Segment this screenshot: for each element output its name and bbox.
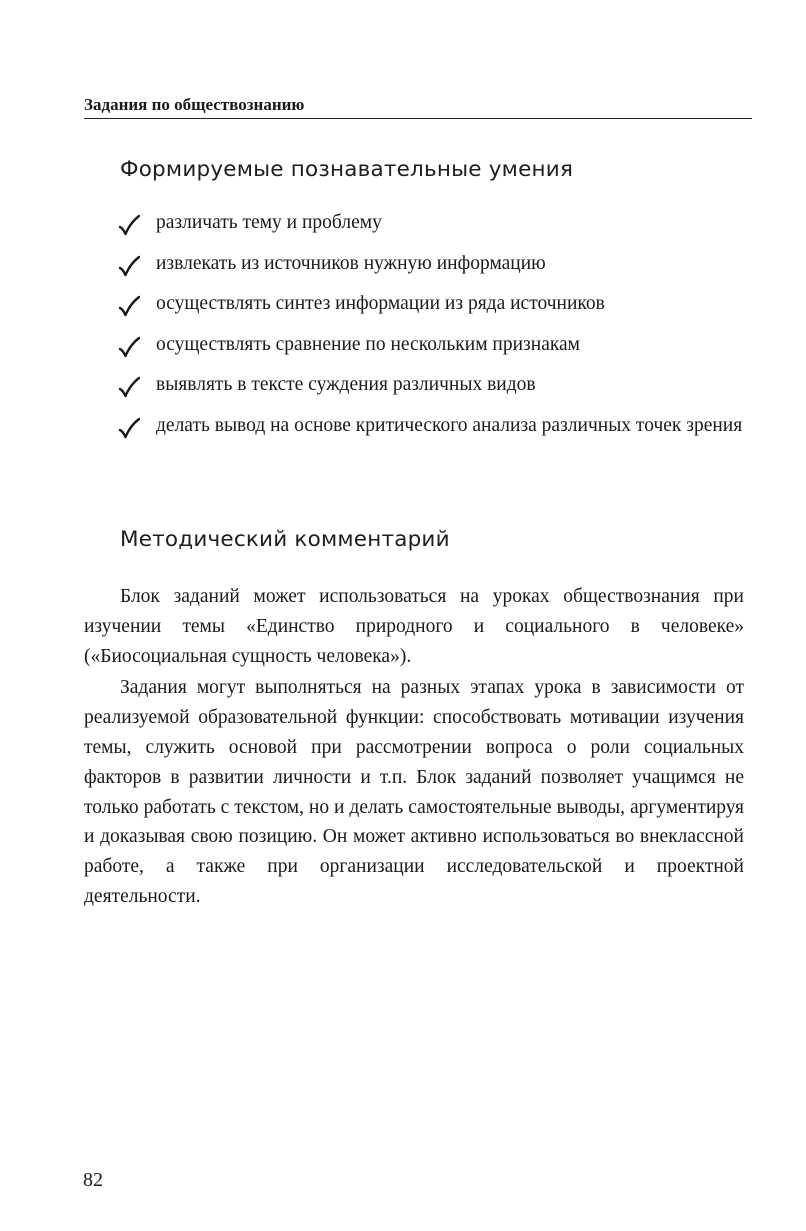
list-item [118, 288, 748, 319]
paragraph: Блок заданий может использоваться на уроках обществознания при изучении темы «Единство природного и социального в человеке» («Биосоциальная сущность человека»). [84, 586, 744, 667]
skills-list [118, 207, 748, 441]
skill-text: делать вывод на основе критического анализа различных точек зрения [156, 414, 743, 436]
checkmark-icon [118, 295, 140, 317]
paragraph: Задания могут выполняться на разных этапах урока в зависимости от реализуемой образовательной функции: способствовать мотивации изучения темы, служить основой при рассмотрении вопроса о роли социальных факторов в развитии личности и т.п. Блок заданий позволяет учащимся не только работать с текстом, но и делать самостоятельные выводы, аргументируя и доказывая свою позицию. Он может активно использоваться во внеклассной работе, а также при организации исследовательской и проектной деятельности. [84, 677, 744, 907]
comment-body [84, 582, 744, 914]
list-item [118, 207, 748, 238]
list-item [118, 248, 748, 279]
checkmark-icon [118, 417, 140, 439]
page-number: 82 [83, 1169, 103, 1191]
skill-text: осуществлять синтез информации из ряда источников [156, 293, 605, 314]
skill-text: осуществлять сравнение по нескольким признакам [156, 333, 581, 355]
list-item [118, 329, 748, 360]
checkmark-icon [118, 336, 140, 358]
list-item [118, 410, 748, 441]
skill-text: извлекать из источников нужную информацию [156, 252, 546, 274]
checkmark-icon [118, 255, 140, 277]
skills-heading: Формируемые познавательные умения [120, 157, 574, 182]
checkmark-icon [118, 376, 140, 398]
skill-text: различать тему и проблему [156, 212, 382, 233]
comment-heading: Методический комментарий [120, 527, 450, 552]
skill-text: выявлять в тексте суждения различных видов [156, 374, 536, 395]
list-item [118, 369, 748, 400]
running-header: Задания по обществознанию [84, 95, 752, 119]
checkmark-icon [118, 214, 140, 236]
